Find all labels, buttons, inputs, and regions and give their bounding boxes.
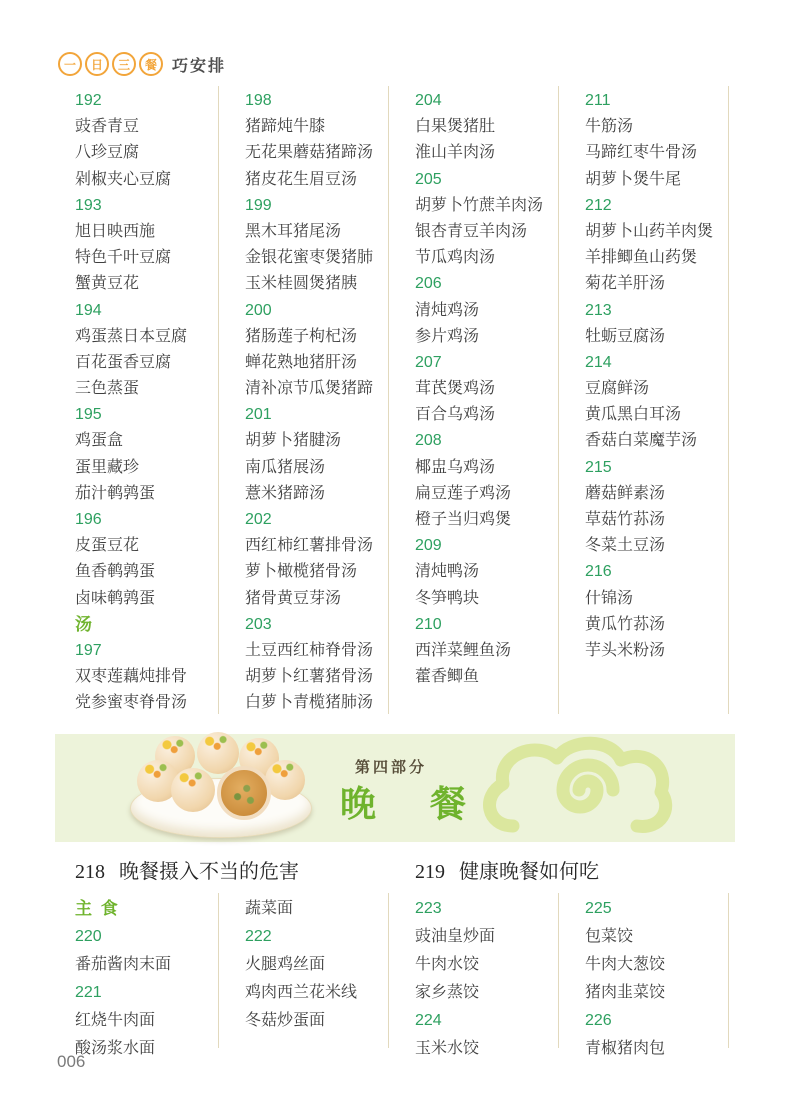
toc-entry: 鸡肉西兰花米线 xyxy=(245,984,358,1001)
toc-entry: 胡萝卜竹蔗羊肉汤 xyxy=(415,196,544,214)
toc-entry: 211 xyxy=(585,92,611,109)
toc-entry: 牛肉大葱饺 xyxy=(585,956,666,973)
toc-entry: 萝卜橄榄猪骨汤 xyxy=(245,563,358,581)
toc-column-4 xyxy=(585,88,750,664)
logo-circle-char-icon: 一 xyxy=(58,52,82,76)
toc-bottom-column-3 xyxy=(415,895,580,1063)
chapter-title: 晚餐摄入不当的危害 xyxy=(119,861,299,883)
toc-entry: 197 xyxy=(75,641,102,659)
toc-entry: 蟹黄豆花 xyxy=(75,275,140,293)
column-divider xyxy=(388,893,389,1048)
toc-bottom-column-4 xyxy=(585,895,750,1063)
toc-entry: 黄瓜黑白耳汤 xyxy=(585,406,682,424)
toc-entry: 213 xyxy=(585,301,612,319)
toc-entry: 藿香鲫鱼 xyxy=(415,668,480,686)
toc-entry: 猪肠莲子枸杞汤 xyxy=(245,327,358,345)
toc-entry: 清补凉节瓜煲猪蹄 xyxy=(245,380,374,398)
toc-entry: 221 xyxy=(75,984,102,1001)
toc-entry: 薏米猪蹄汤 xyxy=(245,484,326,502)
toc-entry: 193 xyxy=(75,196,102,214)
logo-circle-char-icon: 日 xyxy=(85,52,109,76)
toc-entry: 皮蛋豆花 xyxy=(75,537,140,555)
column-divider xyxy=(558,893,559,1048)
toc-entry: 胡萝卜红薯猪骨汤 xyxy=(245,668,374,686)
chapter-heading xyxy=(415,855,599,884)
toc-entry: 黄瓜竹荪汤 xyxy=(585,615,666,633)
toc-entry: 马蹄红枣牛骨汤 xyxy=(585,144,698,162)
toc-entry: 香菇白菜魔芋汤 xyxy=(585,432,698,450)
toc-entry: 226 xyxy=(585,1012,612,1029)
column-divider xyxy=(218,86,219,714)
column-divider xyxy=(218,893,219,1048)
toc-entry: 三色蒸蛋 xyxy=(75,380,140,398)
toc-entry: 蔬菜面 xyxy=(245,900,294,917)
toc-entry: 195 xyxy=(75,406,102,424)
toc-entry: 包菜饺 xyxy=(585,928,634,945)
toc-entry: 225 xyxy=(585,900,612,917)
toc-entry: 201 xyxy=(245,406,272,424)
toc-entry: 牛肉水饺 xyxy=(415,956,480,973)
chapter-title: 健康晚餐如何吃 xyxy=(459,861,599,883)
toc-entry: 芋头米粉汤 xyxy=(585,641,666,659)
toc-entry: 胡萝卜猪腱汤 xyxy=(245,432,342,450)
toc-entry: 223 xyxy=(415,900,442,917)
toc-entry: 青椒猪肉包 xyxy=(585,1040,666,1057)
toc-entry: 224 xyxy=(415,1012,442,1029)
toc-entry: 火腿鸡丝面 xyxy=(245,956,326,973)
toc-entry: 194 xyxy=(75,301,102,319)
toc-entry: 茸芪煲鸡汤 xyxy=(415,380,496,398)
toc-entry: 百合乌鸡汤 xyxy=(415,406,496,424)
toc-column-3 xyxy=(415,88,580,690)
toc-entry: 草菇竹荪汤 xyxy=(585,511,666,528)
toc-entry: 特色千叶豆腐 xyxy=(75,249,172,267)
toc-entry: 淮山羊肉汤 xyxy=(415,144,496,162)
toc-entry: 鱼香鹌鹑蛋 xyxy=(75,563,156,581)
dumplings-photo xyxy=(125,732,315,842)
chapter-heading xyxy=(75,855,299,884)
toc-entry: 金银花蜜枣煲猪肺 xyxy=(245,249,374,267)
toc-entry: 羊排鲫鱼山药煲 xyxy=(585,249,698,267)
logo-circle-char-icon: 三 xyxy=(112,52,136,76)
book-logo xyxy=(58,52,226,76)
toc-entry: 土豆西红柿脊骨汤 xyxy=(245,641,374,659)
toc-entry: 豉香青豆 xyxy=(75,118,140,136)
toc-entry: 冬笋鸭块 xyxy=(415,589,480,607)
toc-entry: 214 xyxy=(585,353,612,371)
toc-entry: 节瓜鸡肉汤 xyxy=(415,249,496,267)
toc-entry: 209 xyxy=(415,537,442,555)
toc-entry: 黑木耳猪尾汤 xyxy=(245,222,342,240)
toc-entry: 199 xyxy=(245,196,272,214)
toc-entry: 汤 xyxy=(75,614,94,634)
toc-column-1 xyxy=(75,88,240,717)
toc-entry: 216 xyxy=(585,563,612,581)
toc-entry: 白果煲猪肚 xyxy=(415,118,496,136)
toc-entry: 猪皮花生眉豆汤 xyxy=(245,170,358,188)
toc-entry: 玉米水饺 xyxy=(415,1040,480,1057)
toc-entry: 茄汁鹌鹑蛋 xyxy=(75,484,156,502)
auspicious-cloud-icon xyxy=(475,736,675,840)
toc-entry: 百花蛋香豆腐 xyxy=(75,353,172,371)
toc-entry: 205 xyxy=(415,170,442,188)
toc-entry: 红烧牛肉面 xyxy=(75,1012,156,1029)
toc-entry: 参片鸡汤 xyxy=(415,327,480,345)
toc-entry: 蛋里藏珍 xyxy=(75,458,140,476)
toc-entry: 卤味鹌鹑蛋 xyxy=(75,589,156,607)
toc-entry: 南瓜猪展汤 xyxy=(245,458,326,476)
toc-entry: 198 xyxy=(245,92,272,109)
column-divider xyxy=(728,893,729,1048)
toc-entry: 旭日映西施 xyxy=(75,222,156,240)
toc-entry: 猪肉韭菜饺 xyxy=(585,984,666,1001)
chapter-page-number: 218 xyxy=(75,861,105,883)
toc-bottom-column-2 xyxy=(245,895,410,1035)
toc-entry: 鸡蛋蒸日本豆腐 xyxy=(75,327,188,345)
toc-entry: 菊花羊肝汤 xyxy=(585,275,666,293)
toc-entry: 扁豆莲子鸡汤 xyxy=(415,484,512,502)
column-divider xyxy=(388,86,389,714)
toc-entry: 蘑菇鲜素汤 xyxy=(585,484,666,502)
toc-entry: 清炖鸭汤 xyxy=(415,563,480,581)
toc-column-2 xyxy=(245,88,410,717)
toc-entry: 212 xyxy=(585,196,612,214)
logo-circles xyxy=(58,52,166,76)
toc-entry: 208 xyxy=(415,432,442,450)
toc-entry: 双枣莲藕炖排骨 xyxy=(75,668,188,686)
toc-entry: 202 xyxy=(245,511,272,528)
toc-entry: 猪骨黄豆芽汤 xyxy=(245,589,342,607)
column-divider xyxy=(728,86,729,714)
toc-entry: 橙子当归鸡煲 xyxy=(415,511,512,528)
toc-entry: 猪蹄炖牛膝 xyxy=(245,118,326,136)
toc-entry: 204 xyxy=(415,92,442,109)
toc-entry: 八珍豆腐 xyxy=(75,144,140,162)
dumpling-cut-open xyxy=(217,766,271,820)
toc-entry: 215 xyxy=(585,458,612,476)
toc-entry: 豆腐鲜汤 xyxy=(585,380,650,398)
toc-entry: 200 xyxy=(245,301,272,319)
toc-entry: 冬菜土豆汤 xyxy=(585,537,666,555)
toc-entry: 203 xyxy=(245,615,272,633)
toc-entry: 196 xyxy=(75,511,102,528)
toc-entry: 什锦汤 xyxy=(585,589,634,607)
toc-entry: 冬菇炒蛋面 xyxy=(245,1012,326,1029)
toc-entry: 西洋菜鲤鱼汤 xyxy=(415,641,512,659)
toc-entry: 鸡蛋盒 xyxy=(75,432,124,450)
toc-entry: 银杏青豆羊肉汤 xyxy=(415,222,528,240)
logo-circle-char-icon: 餐 xyxy=(139,52,163,76)
chapter-page-number: 219 xyxy=(415,861,445,883)
toc-bottom-column-1 xyxy=(75,895,240,1063)
toc-entry: 207 xyxy=(415,353,442,371)
toc-entry: 无花果蘑菇猪蹄汤 xyxy=(245,144,374,162)
toc-entry: 番茄酱肉末面 xyxy=(75,956,172,973)
dumpling xyxy=(265,760,305,800)
toc-entry: 家乡蒸饺 xyxy=(415,984,480,1001)
dumpling xyxy=(171,768,215,812)
toc-entry: 白萝卜青榄猪肺汤 xyxy=(245,694,374,712)
toc-entry: 酸汤浆水面 xyxy=(75,1040,156,1057)
toc-entry: 豉油皇炒面 xyxy=(415,928,496,945)
part-banner xyxy=(55,734,735,842)
toc-entry: 192 xyxy=(75,92,102,109)
toc-entry: 牛筋汤 xyxy=(585,118,634,136)
folio-page-number: 006 xyxy=(57,1052,86,1071)
toc-entry: 220 xyxy=(75,928,102,945)
toc-entry: 西红柿红薯排骨汤 xyxy=(245,537,374,555)
toc-entry: 蝉花熟地猪肝汤 xyxy=(245,353,358,371)
part-label: 第四部分 xyxy=(355,759,428,776)
toc-entry: 206 xyxy=(415,275,442,293)
toc-entry: 玉米桂圆煲猪胰 xyxy=(245,275,358,293)
toc-entry: 清炖鸡汤 xyxy=(415,301,480,319)
toc-entry: 胡萝卜煲牛尾 xyxy=(585,170,682,188)
toc-entry: 222 xyxy=(245,928,272,945)
part-title: 晚 餐 xyxy=(340,783,489,824)
toc-entry: 党参蜜枣脊骨汤 xyxy=(75,694,188,712)
logo-text: 巧安排 xyxy=(172,57,227,75)
toc-entry: 主 食 xyxy=(75,899,120,918)
toc-entry: 胡萝卜山药羊肉煲 xyxy=(585,222,714,240)
toc-entry: 剁椒夹心豆腐 xyxy=(75,170,172,188)
toc-entry: 210 xyxy=(415,615,442,633)
toc-entry: 牡蛎豆腐汤 xyxy=(585,327,666,345)
column-divider xyxy=(558,86,559,714)
toc-entry: 椰盅乌鸡汤 xyxy=(415,458,496,476)
